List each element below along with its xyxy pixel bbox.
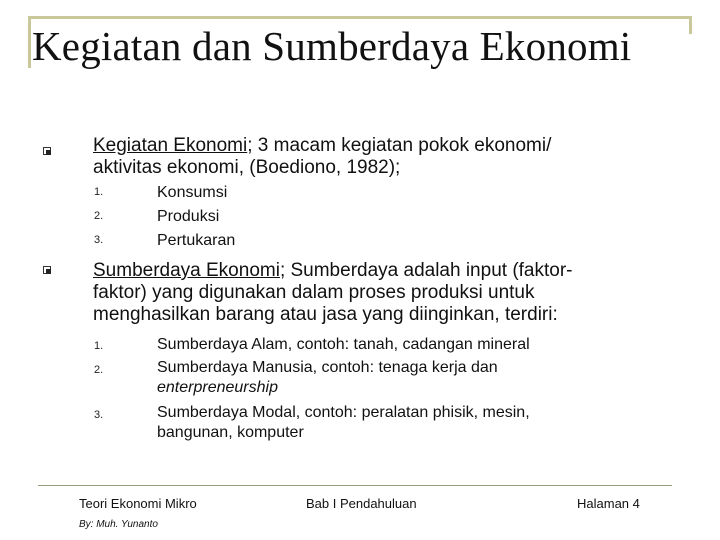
title-frame-left-border bbox=[28, 16, 31, 68]
list-number: 3. bbox=[94, 409, 104, 421]
list-number: 1. bbox=[94, 186, 104, 198]
title-frame-top-border bbox=[28, 16, 692, 19]
section-sumberdaya-line3: menghasilkan barang atau jasa yang diinginkan, terdiri: bbox=[93, 304, 558, 325]
section-kegiatan-heading: Kegiatan Ekonomi bbox=[93, 135, 248, 156]
list-item-sumberdaya-manusia bbox=[157, 358, 677, 398]
section-sumberdaya-line2: faktor) yang digunakan dalam proses produksi untuk bbox=[93, 282, 535, 303]
list-number: 3. bbox=[94, 234, 104, 246]
list-number: 1. bbox=[94, 340, 104, 352]
list-item-text-line2: bangunan, komputer bbox=[157, 424, 304, 441]
section-kegiatan-line2: aktivitas ekonomi, (Boediono, 1982); bbox=[93, 157, 401, 178]
list-number: 2. bbox=[94, 364, 104, 376]
list-item-konsumsi: Konsumsi bbox=[157, 184, 228, 201]
footer-divider bbox=[38, 485, 672, 486]
footer-byline: By: Muh. Yunanto bbox=[79, 519, 158, 530]
list-item-pertukaran: Pertukaran bbox=[157, 232, 236, 249]
section-kegiatan-text bbox=[93, 135, 693, 179]
slide-title: Kegiatan dan Sumberdaya Ekonomi bbox=[32, 23, 632, 69]
list-number: 2. bbox=[94, 210, 104, 222]
section-kegiatan-line1: ; 3 macam kegiatan pokok ekonomi/ bbox=[247, 135, 552, 156]
footer-left-text: Teori Ekonomi Mikro bbox=[79, 496, 197, 511]
square-bullet-icon bbox=[43, 147, 51, 155]
section-sumberdaya-text bbox=[93, 260, 703, 326]
list-item-produksi: Produksi bbox=[157, 208, 220, 225]
footer-center-text: Bab I Pendahuluan bbox=[306, 496, 417, 511]
list-item-text-italic: enterpreneurship bbox=[157, 379, 278, 396]
footer-page-number: Halaman 4 bbox=[577, 496, 640, 511]
list-item-text: Sumberdaya Modal, contoh: peralatan phisik, mesin, bbox=[157, 404, 530, 421]
title-frame-right-border bbox=[689, 16, 692, 34]
list-item-text: Sumberdaya Manusia, contoh: tenaga kerja dan bbox=[157, 359, 498, 376]
list-item-sumberdaya-alam: Sumberdaya Alam, contoh: tanah, cadangan mineral bbox=[157, 336, 530, 353]
list-item-sumberdaya-modal bbox=[157, 403, 677, 443]
section-sumberdaya-line1: ; Sumberdaya adalah input (faktor- bbox=[279, 260, 573, 281]
square-bullet-icon bbox=[43, 266, 51, 274]
section-sumberdaya-heading: Sumberdaya Ekonomi bbox=[93, 260, 280, 281]
